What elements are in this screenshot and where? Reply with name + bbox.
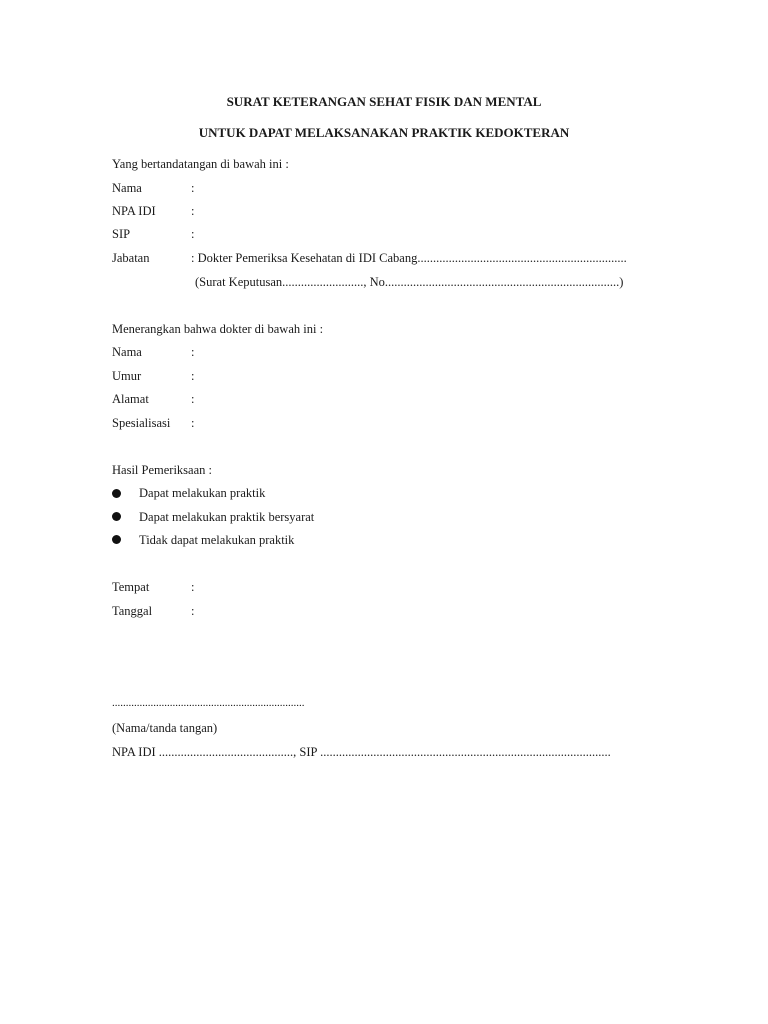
field-label: NPA IDI xyxy=(112,204,156,218)
doctor-intro: Menerangkan bahwa dokter di bawah ini : xyxy=(112,322,324,336)
field-label: Tanggal xyxy=(112,604,153,618)
field-value: : xyxy=(191,604,195,618)
signature-line: ...................................................................... xyxy=(112,697,305,709)
npa-sip-line: NPA IDI ..........................................., SIP ............................................................................................. xyxy=(112,745,611,759)
document-title-line1: SURAT KETERANGAN SEHAT FISIK DAN MENTAL xyxy=(226,94,542,109)
field-value: : xyxy=(191,204,195,218)
field-value: : xyxy=(191,227,195,241)
field-label: Tempat xyxy=(112,580,150,594)
result-option-label: Dapat melakukan praktik xyxy=(139,486,266,500)
signature-caption: (Nama/tanda tangan) xyxy=(112,721,218,735)
field-label: SIP xyxy=(112,227,131,241)
bullet-icon xyxy=(112,535,121,544)
signer-intro: Yang bertandatangan di bawah ini : xyxy=(112,157,289,171)
bullet-icon xyxy=(112,512,121,521)
results-heading: Hasil Pemeriksaan : xyxy=(112,463,212,477)
field-label: Nama xyxy=(112,345,142,359)
document-title-line2: UNTUK DAPAT MELAKSANAKAN PRAKTIK KEDOKTERAN xyxy=(198,125,570,140)
field-label: Alamat xyxy=(112,392,149,406)
field-value: : xyxy=(191,580,195,594)
field-value: : xyxy=(191,369,195,383)
field-label: Umur xyxy=(112,369,142,383)
field-label: Spesialisasi xyxy=(112,416,171,430)
bullet-icon xyxy=(112,489,121,498)
field-value: : Dokter Pemeriksa Kesehatan di IDI Cabang................................................................... xyxy=(191,251,627,265)
field-value: : xyxy=(191,181,195,195)
field-value: : xyxy=(191,416,195,430)
field-label: Nama xyxy=(112,181,142,195)
result-option-label: Dapat melakukan praktik bersyarat xyxy=(139,510,315,524)
field-value: : xyxy=(191,392,195,406)
result-option-label: Tidak dapat melakukan praktik xyxy=(139,533,295,547)
decree-line: (Surat Keputusan.........................., No...........................................................................) xyxy=(195,275,624,289)
field-label: Jabatan xyxy=(112,251,150,265)
field-value: : xyxy=(191,345,195,359)
